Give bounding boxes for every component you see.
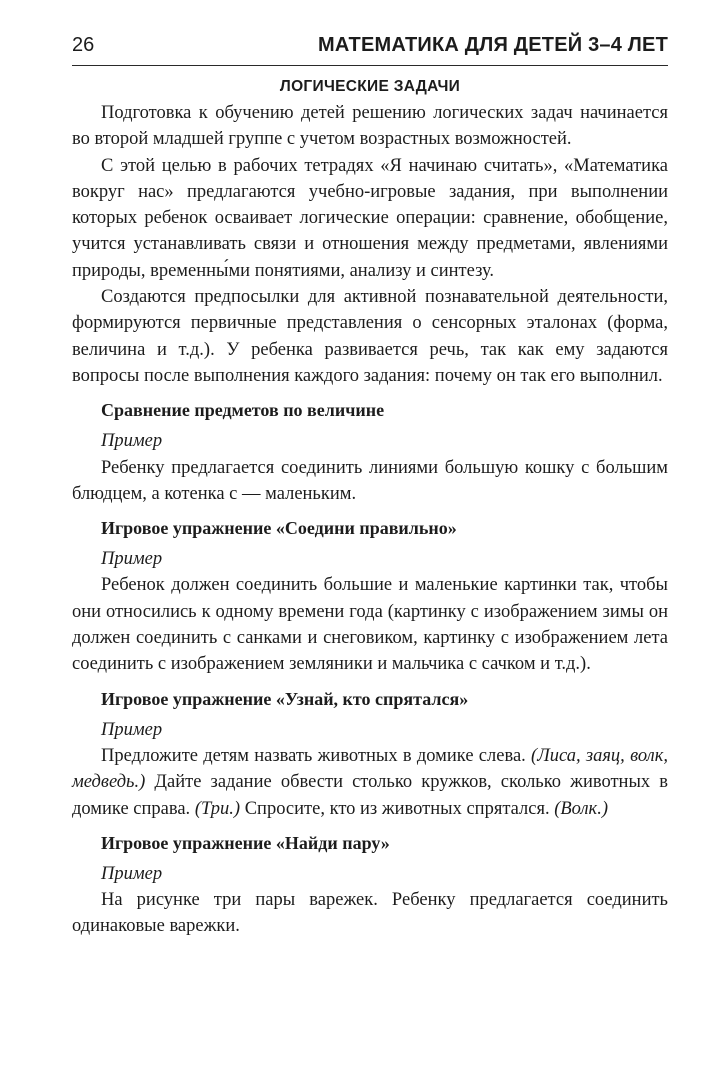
example-label: Пример <box>101 431 163 452</box>
section-title: ЛОГИЧЕСКИЕ ЗАДАЧИ <box>279 78 461 95</box>
example-label: Пример <box>101 549 163 570</box>
exercise-text: На рисунке три пары варежек. Ребенку предлагается соединить одинаковые варежки. <box>72 890 668 937</box>
page-number: 26 <box>72 34 95 56</box>
example-label: Пример <box>101 863 163 884</box>
exercise-title: Сравнение предметов по величине <box>101 400 385 421</box>
answer-italic: (Волк.) <box>554 798 608 819</box>
exercise-title: Игровое упражнение «Соедини правильно» <box>101 518 457 539</box>
intro-paragraph: Подготовка к обучению детей решению логических задач начинается во второй младшей группе с учетом возрастных возможностей. <box>72 103 668 150</box>
intro-paragraph: Создаются предпосылки для активной познавательной деятельности, формируются первичные представления о сенсорных эталонах (форма, величина и т.д.). У ребенка развивается речь, так как ему задаются вопросы после выполнения каждого задания: почему он так его выполнил. <box>72 287 668 386</box>
answer-italic: (Лиса, заяц, волк, медведь.) <box>72 745 668 793</box>
exercise-text-run: Предложите детям назвать животных в домике слева. <box>101 745 532 766</box>
exercise-text-run: Дайте задание обвести столько кружков, сколько животных в домике справа. <box>72 772 668 819</box>
exercise-text: Ребенок должен соединить большие и маленькие картинки так, чтобы они относились к одному времени года (картинку с изображением зимы он должен соединить с санками и снеговиком, картинку с изображением лета соединить с изображением земляники и мальчика с сачком и т.д.). <box>72 575 668 675</box>
page-header <box>72 34 668 66</box>
exercise-title: Игровое упражнение «Найди пару» <box>101 832 390 853</box>
intro-paragraph: С этой целью в рабочих тетрадях «Я начинаю считать», «Математика вокруг нас» предлагаются учебно-игровые задания, при выполнении которых ребенок осваивает логические операции: сравнение, обобщение, учится устанавливать связи и отношения между предметами, явлениями природы, временны́ми понятиями, анализу и синтезу. <box>72 155 668 281</box>
exercise-text-run: Спросите, кто из животных спрятался. <box>240 798 555 819</box>
book-page <box>72 34 668 940</box>
running-title: МАТЕМАТИКА ДЛЯ ДЕТЕЙ 3–4 ЛЕТ <box>318 34 668 56</box>
answer-italic: (Три.) <box>194 798 241 819</box>
exercise-text: Ребенку предлагается соединить линиями большую кошку с большим блюдцем, а котенка с — маленьким. <box>72 457 668 504</box>
example-label: Пример <box>101 719 163 740</box>
exercise-text <box>72 743 668 822</box>
exercise-title: Игровое упражнение «Узнай, кто спрятался» <box>101 688 469 709</box>
